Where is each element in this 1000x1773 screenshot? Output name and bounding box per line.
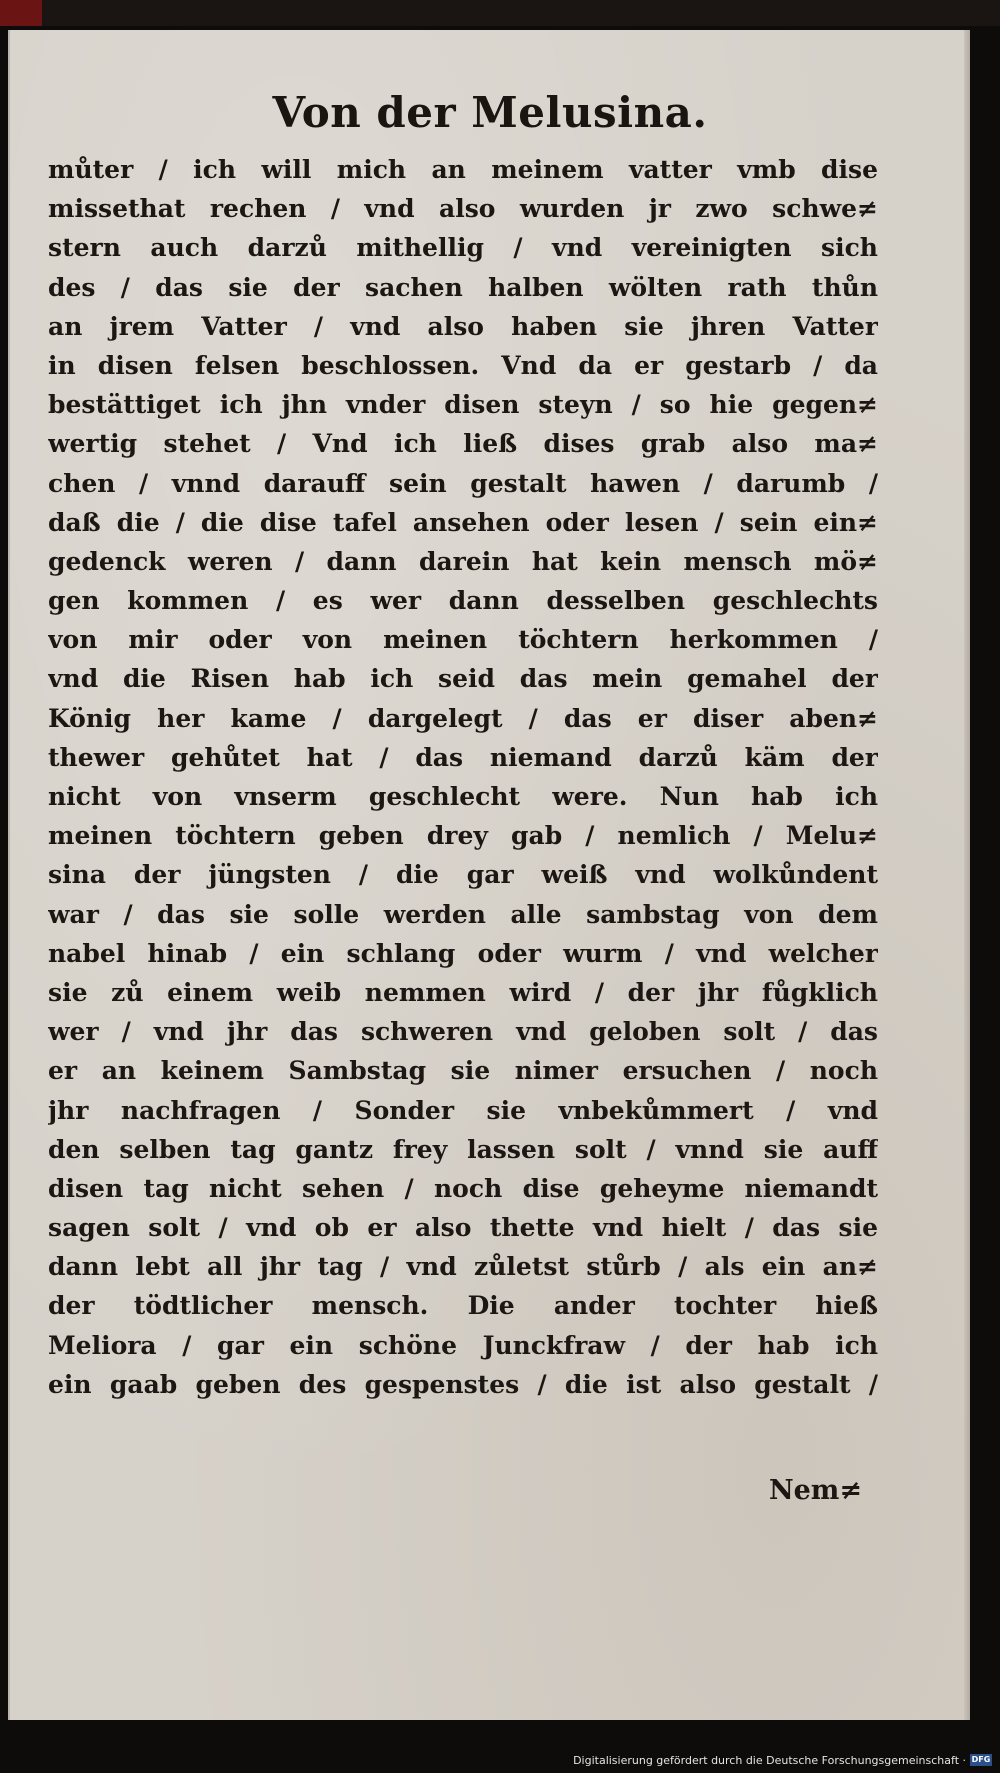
text-line: gedenck weren / dann darein hat kein mensch mö≠ <box>48 546 878 576</box>
text-line: war / das sie solle werden alle sambstag von dem <box>48 899 878 929</box>
text-line: sina der jüngsten / die gar weiß vnd wolkůndent <box>48 860 878 890</box>
text-line: jhr nachfragen / Sonder sie vnbekůmmert / vnd <box>48 1095 878 1125</box>
text-line: missethat rechen / vnd also wurden jr zwo schwe≠ <box>48 194 878 224</box>
text-line: thewer gehůtet hat / das niemand darzů käm der <box>48 742 878 772</box>
text-line: sagen solt / vnd ob er also thette vnd hielt / das sie <box>48 1213 878 1243</box>
digitization-credit <box>573 1751 992 1769</box>
page-edge <box>964 30 970 1720</box>
text-line: meinen töchtern geben drey gab / nemlich / Melu≠ <box>48 821 878 851</box>
text-line: ein gaab geben des gespenstes / die ist also gestalt / <box>48 1369 878 1399</box>
text-line: bestättiget ich jhn vnder disen steyn / so hie gegen≠ <box>48 390 878 420</box>
text-line: wertig stehet / Vnd ich ließ dises grab also ma≠ <box>48 429 878 459</box>
text-line: der tödtlicher mensch. Die ander tochter hieß <box>48 1291 878 1321</box>
text-line: chen / vnnd darauff sein gestalt hawen / darumb / <box>48 468 878 498</box>
bookmark-ribbon <box>0 0 42 26</box>
text-line: nicht von vnserm geschlecht were. Nun hab ich <box>48 782 878 811</box>
text-line: disen tag nicht sehen / noch dise geheyme niemandt <box>48 1173 878 1203</box>
text-line: von mir oder von meinen töchtern herkommen / <box>48 625 878 655</box>
running-head: Von der Melusina. <box>272 88 708 137</box>
text-line: wer / vnd jhr das schweren vnd geloben solt / das <box>48 1017 878 1047</box>
catchword: Nem≠ <box>768 1475 862 1506</box>
text-line: můter / ich will mich an meinem vatter vmb dise <box>48 155 878 184</box>
text-line: er an keinem Sambstag sie nimer ersuchen / noch <box>48 1056 878 1086</box>
text-line: Meliora / gar ein schöne Junckfraw / der hab ich <box>48 1330 878 1360</box>
text-line: sie zů einem weib nemmen wird / der jhr fůgklich <box>48 977 878 1007</box>
text-block <box>48 150 878 1404</box>
text-line: gen kommen / es wer dann desselben geschlechts <box>48 586 878 616</box>
text-line: dann lebt all jhr tag / vnd zůletst stůrb / als ein an≠ <box>48 1252 878 1282</box>
book-page <box>8 30 970 1720</box>
dfg-logo-icon: DFG <box>971 1755 991 1764</box>
scan-top-border <box>0 0 1000 26</box>
text-line: an jrem Vatter / vnd also haben sie jhren Vatter <box>48 311 878 341</box>
text-line: den selben tag gantz frey lassen solt / vnnd sie auff <box>48 1134 878 1164</box>
credit-text: Digitalisierung gefördert durch die Deutsche Forschungsgemeinschaft · <box>573 1753 966 1767</box>
text-line: des / das sie der sachen halben wölten rath thůn <box>48 272 878 302</box>
text-line: vnd die Risen hab ich seid das mein gemahel der <box>48 664 878 694</box>
text-line: stern auch darzů mithellig / vnd vereinigten sich <box>48 233 878 263</box>
text-line: daß die / die dise tafel ansehen oder lesen / sein ein≠ <box>48 507 878 537</box>
text-line: nabel hinab / ein schlang oder wurm / vnd welcher <box>48 938 878 968</box>
text-line: König her kame / dargelegt / das er diser aben≠ <box>48 703 878 733</box>
text-line: in disen felsen beschlossen. Vnd da er gestarb / da <box>48 350 878 380</box>
